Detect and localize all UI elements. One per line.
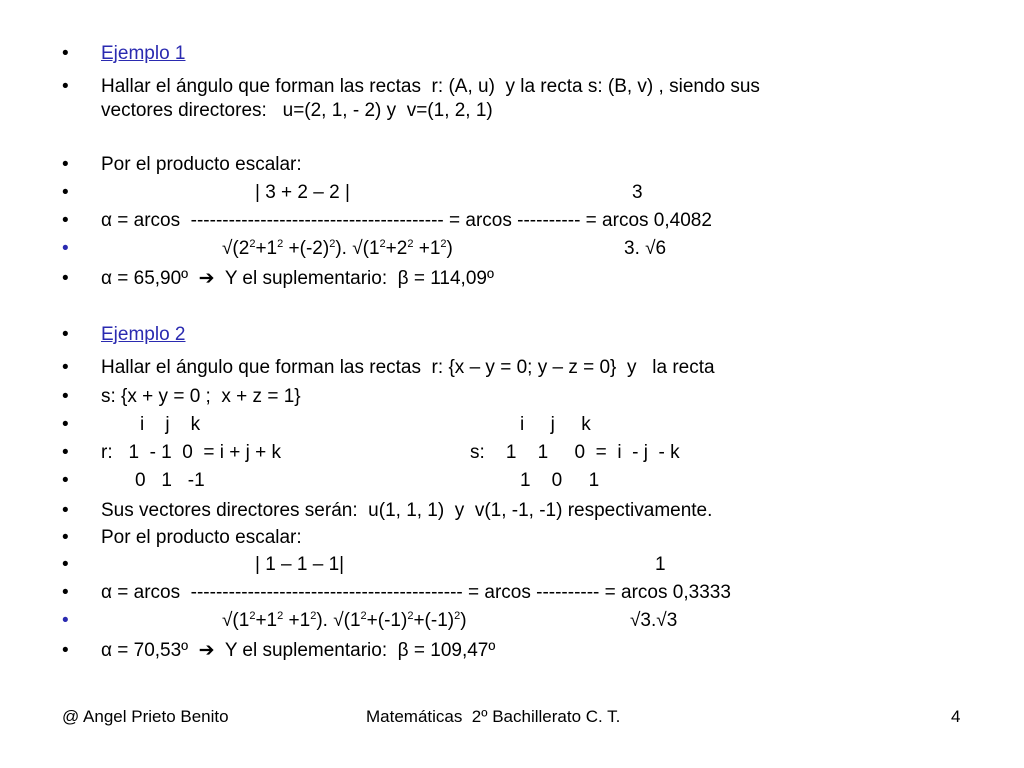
determinant-r-row: r: 1 - 1 0 = i + j + k — [101, 442, 282, 463]
example2-formula-line — [0, 581, 1024, 611]
example1-denominator-simplified: 3. √6 — [624, 238, 667, 259]
footer-author: @ Angel Prieto Benito — [62, 707, 229, 726]
example2-numerator-line — [0, 553, 1024, 583]
determinant-r-bottom: 0 1 -1 — [135, 470, 205, 491]
example1-result-line — [0, 267, 1024, 297]
example2-result-line — [0, 639, 1024, 669]
example2-title: Ejemplo 2 — [101, 324, 186, 345]
example1-title: Ejemplo 1 — [101, 43, 186, 64]
example2-result: α = 70,53º ➔ Y el suplementario: β = 109,47º — [101, 640, 496, 661]
bullet: • — [62, 43, 69, 64]
example2-denominator-line — [0, 609, 1024, 639]
example1-statement: Hallar el ángulo que forman las rectas r: (A, u) y la recta s: (B, v) , siendo sus — [101, 76, 760, 97]
bullet: • — [62, 527, 69, 548]
example2-line-s — [0, 385, 1024, 415]
example2-line-s-equations: s: {x + y = 0 ; x + z = 1} — [101, 386, 301, 407]
example1-formula-line — [0, 209, 1024, 239]
example2-determinant-header — [0, 413, 1024, 443]
bullet: • — [62, 500, 69, 521]
example2-denominator: $√(1^2+1^2 +1^2)$. $√(1^2+(-1)^2+(-1)^2)$ — [222, 610, 467, 631]
bullet: • — [62, 154, 69, 175]
example2-numerator: | 1 – 1 – 1| — [255, 554, 345, 575]
determinant-s-bottom: 1 0 1 — [520, 470, 600, 491]
bullet: • — [62, 640, 69, 661]
bullet: • — [62, 357, 69, 378]
bullet: • — [62, 414, 69, 435]
example2-formula: α = arcos ------------------------------------------- = arcos ---------- = arcos 0,3333 — [101, 582, 731, 603]
example1-numerator-line — [0, 181, 1024, 211]
footer-course: Matemáticas 2º Bachillerato C. T. — [366, 707, 621, 726]
example1-vectors: vectores directores: u=(2, 1, - 2) y v=(1, 2, 1) — [101, 100, 493, 121]
example1-result: α = 65,90º ➔ Y el suplementario: β = 114,09º — [101, 268, 494, 289]
bullet: • — [62, 582, 69, 603]
example2-statement: Hallar el ángulo que forman las rectas r: {x – y = 0; y – z = 0} y la recta — [101, 357, 715, 378]
determinant-s-row: s: 1 1 0 = i - j - k — [470, 442, 680, 463]
example2-method: Por el producto escalar: — [101, 527, 302, 548]
footer-page-number: 4 — [951, 707, 961, 726]
example2-heading-line — [0, 323, 1024, 353]
example2-determinant-bottom — [0, 469, 1024, 499]
bullet: • — [62, 470, 69, 491]
bullet: • — [62, 324, 69, 345]
example1-heading-line — [0, 42, 1024, 72]
example1-method: Por el producto escalar: — [101, 154, 302, 175]
example2-numerator-simplified: 1 — [655, 554, 666, 575]
example1-method-line — [0, 153, 1024, 183]
example2-method-line — [0, 526, 1024, 556]
bullet: • — [62, 386, 69, 407]
bullet: • — [62, 268, 69, 289]
bullet: • — [62, 76, 69, 97]
example1-statement-continued — [0, 99, 1024, 129]
bullet: • — [62, 610, 69, 631]
example2-statement-line — [0, 356, 1024, 386]
example1-denominator: $√(2^2+1^2 +(-2)^2)$. $√(1^2+2^2 +1^2)$ — [222, 238, 453, 259]
bullet: • — [62, 238, 69, 259]
example1-numerator: | 3 + 2 – 2 | — [255, 182, 350, 203]
determinant-r-header: i j k — [140, 414, 201, 435]
determinant-s-header: i j k — [520, 414, 591, 435]
example2-denominator-simplified: √3.√3 — [630, 610, 678, 631]
example1-formula: α = arcos ---------------------------------------- = arcos ---------- = arcos 0,4082 — [101, 210, 712, 231]
example1-denominator-line — [0, 237, 1024, 267]
bullet: • — [62, 182, 69, 203]
example2-determinant-row — [0, 441, 1024, 471]
example2-vectors-line — [0, 499, 1024, 529]
bullet: • — [62, 210, 69, 231]
example1-numerator-simplified: 3 — [632, 182, 643, 203]
bullet: • — [62, 554, 69, 575]
example2-vectors: Sus vectores directores serán: u(1, 1, 1) y v(1, -1, -1) respectivamente. — [101, 500, 713, 521]
bullet: • — [62, 442, 69, 463]
